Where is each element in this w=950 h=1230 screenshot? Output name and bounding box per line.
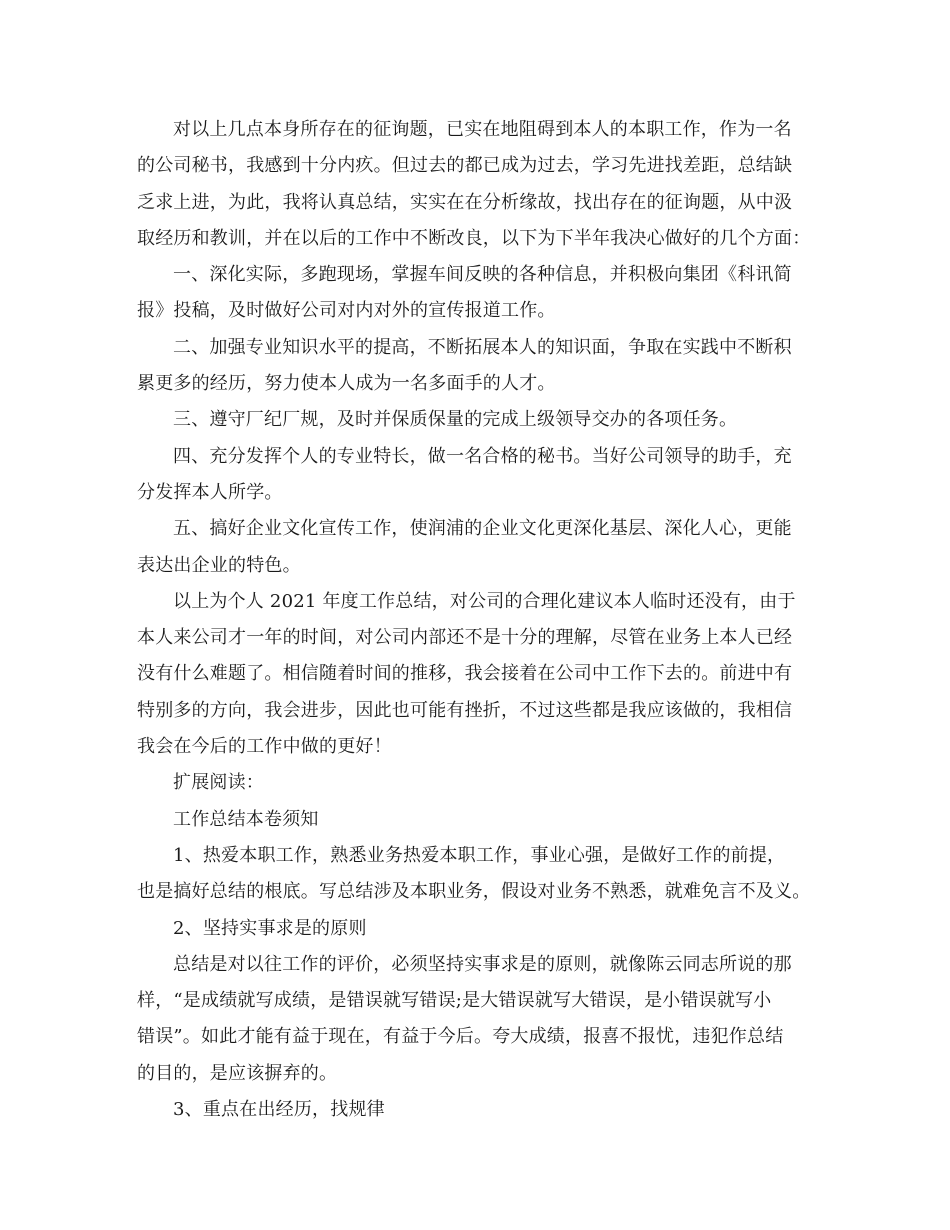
text-line: 1、热爱本职工作，熟悉业务热爱本职工作，事业心强，是做好工作的前提，: [173, 844, 786, 866]
text-line: 三、遵守厂纪厂规，及时并保质保量的完成上级领导交办的各项任务。: [173, 409, 738, 431]
text-line: 的目的，是应该摒弃的。: [137, 1062, 338, 1084]
text-line: 3、重点在出经历，找规律: [173, 1099, 385, 1121]
text-line: 对以上几点本身所存在的征询题，已实在地阻碍到本人的本职工作，作为一名: [173, 119, 792, 140]
text-line: 四、充分发挥个人的专业特长，做一名合格的秘书。当好公司领导的助手，充: [173, 445, 792, 467]
text-line: 二、加强专业知识水平的提高，不断拓展本人的知识面，争取在实践中不断积: [173, 336, 792, 358]
text-line: 我会在今后的工作中做的更好！: [137, 736, 392, 758]
text-line: 取经历和教训，并在以后的工作中不断改良，以下为下半年我决心做好的几个方面：: [137, 227, 811, 249]
text-line: 表达出企业的特色。: [137, 554, 301, 576]
text-line: 也是搞好总结的根底。写总结涉及本职业务，假设对业务不熟悉，就难免言不及义。: [137, 881, 811, 903]
text-line: 没有什么难题了。相信随着时间的推移，我会接着在公司中工作下去的。前进中有: [137, 663, 793, 685]
text-line: 五、搞好企业文化宣传工作，使润浦的企业文化更深化基层、深化人心，更能: [173, 518, 792, 540]
text-line: 总结是对以往工作的评价，必须坚持实事求是的原则，就像陈云同志所说的那: [173, 953, 792, 975]
text-line: 的公司秘书，我感到十分内疚。但过去的都已成为过去，学习先进找差距，总结缺: [137, 155, 793, 177]
text-line: 2、坚持实事求是的原则: [173, 917, 367, 939]
text-line: 累更多的经历，努力使本人成为一名多面手的人才。: [137, 373, 556, 395]
text-line: 特别多的方向，我会进步，因此也可能有挫折，不过这些都是我应该做的，我相信: [137, 699, 793, 721]
text-line: 一、深化实际，多跑现场，掌握车间反映的各种信息，并积极向集团《科讯简: [173, 264, 792, 286]
text-line: 错误”。如此才能有益于现在，有益于今后。夸大成绩，报喜不报忧，违犯作总结: [137, 1026, 784, 1048]
text-line: 分发挥本人所学。: [137, 481, 283, 503]
text-line: 扩展阅读：: [173, 772, 264, 794]
text-line: 工作总结本卷须知: [173, 808, 319, 830]
text-line: 本人来公司才一年的时间，对公司内部还不是十分的理解，尽管在业务上本人已经: [137, 627, 793, 649]
text-line: 以上为个人 2021 年度工作总结，对公司的合理化建议本人临时还没有，由于: [173, 590, 796, 612]
text-line: 样，“是成绩就写成绩，是错误就写错误;是大错误就写大错误，是小错误就写小: [137, 990, 772, 1012]
text-line: 报》投稿，及时做好公司对内对外的宣传报道工作。: [137, 300, 556, 322]
text-line: 乏求上进，为此，我将认真总结，实实在在分析缘故，找出存在的征询题，从中汲: [137, 191, 793, 213]
document-body: [137, 112, 827, 1128]
